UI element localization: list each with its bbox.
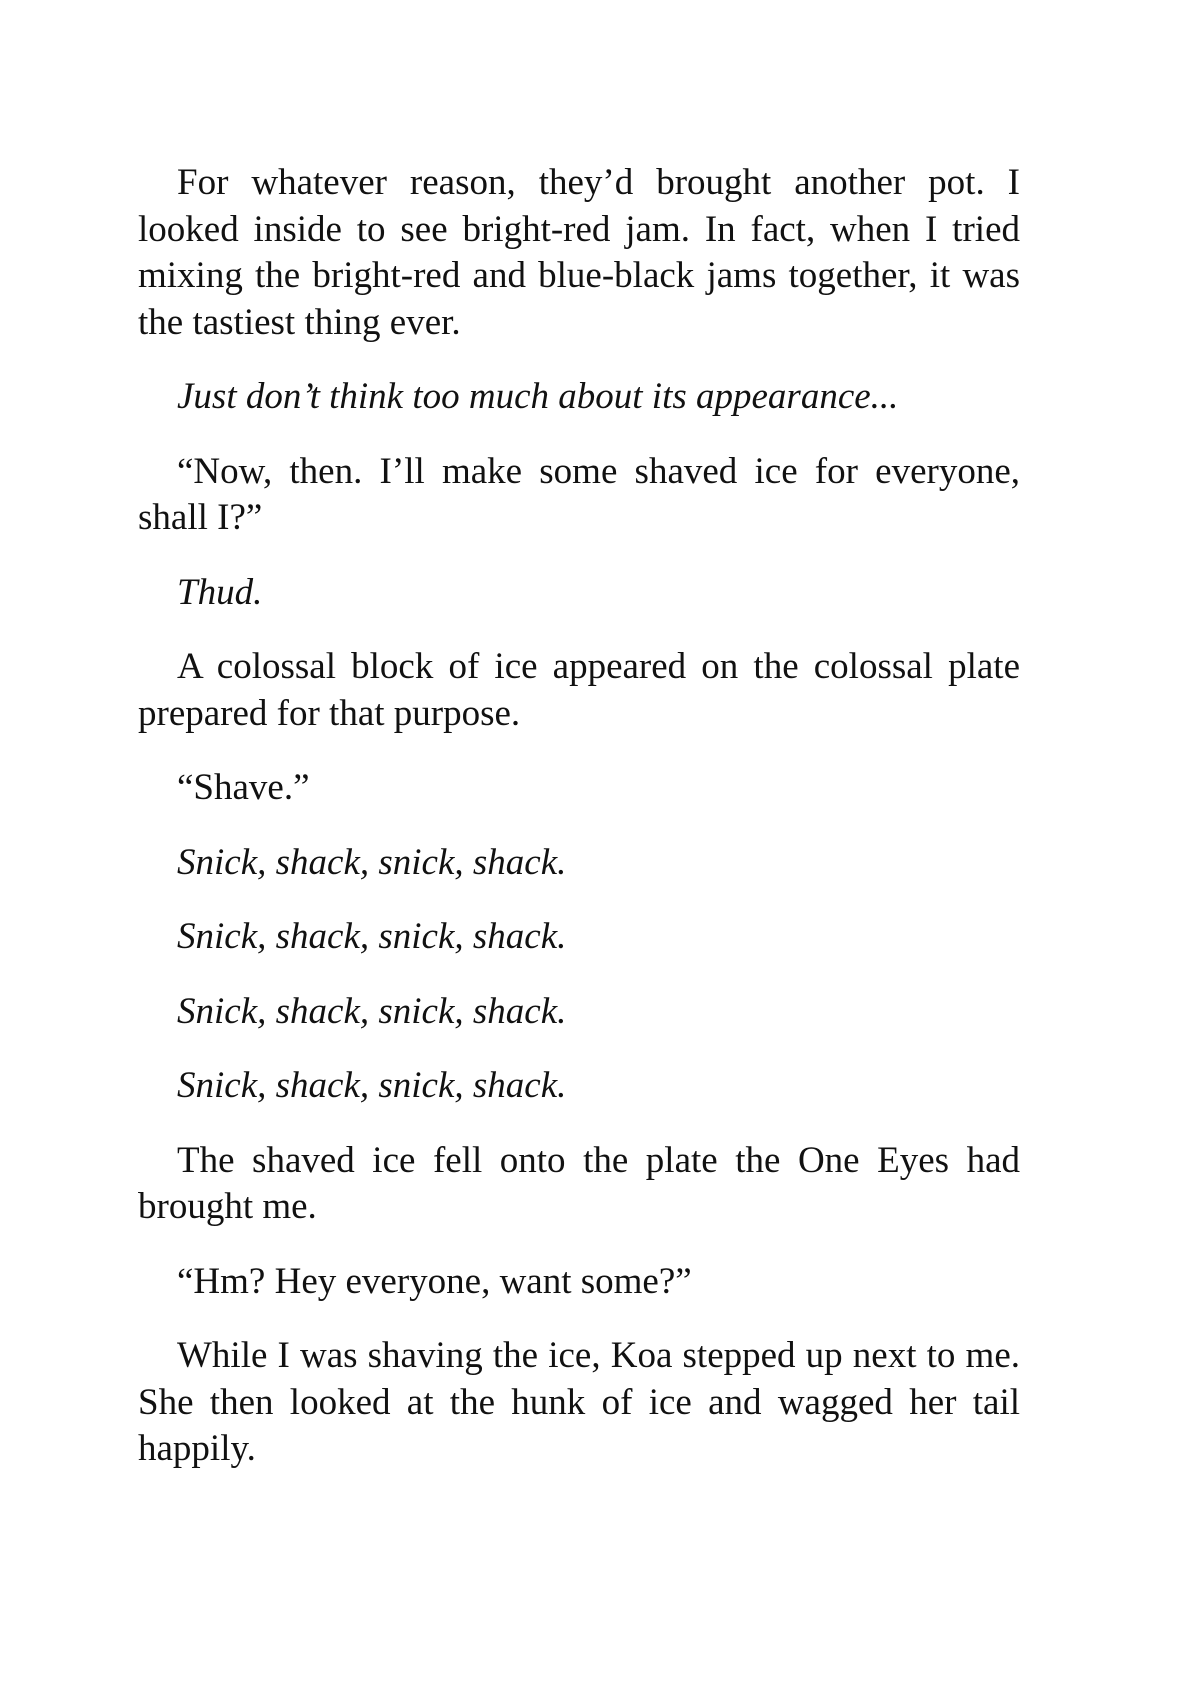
paragraph-ice-fell: The shaved ice fell onto the plate the One Eyes had brought me. [138, 1139, 1020, 1227]
paragraph-snick-1: Snick, shack, snick, shack. [177, 841, 567, 883]
paragraph-appearance-thought: Just don’t think too much about its appearance... [177, 376, 899, 417]
paragraph-want-some: “Hm? Hey everyone, want some?” [177, 1260, 692, 1302]
paragraph-snick-3: Snick, shack, snick, shack. [177, 990, 567, 1032]
paragraph-snick-4: Snick, shack, snick, shack. [177, 1065, 567, 1106]
paragraph-pot-jam: For whatever reason, they’d brought another pot. I looked inside to see bright-red jam. In fact, when I tried mixing the bright-red and blue-black jams together, it was the tastiest thing ever. [138, 162, 1020, 343]
paragraph-ice-block: A colossal block of ice appeared on the colossal plate prepared for that purpose. [138, 646, 1020, 734]
page-body [138, 160, 1020, 1501]
paragraph-thud: Thud. [177, 571, 263, 613]
paragraph-snick-2: Snick, shack, snick, shack. [177, 916, 567, 957]
paragraph-shaved-ice-offer: “Now, then. I’ll make some shaved ice for everyone, shall I?” [138, 450, 1020, 538]
paragraph-shave: “Shave.” [177, 767, 310, 808]
paragraph-koa: While I was shaving the ice, Koa stepped up next to me. She then looked at the hunk of ice and wagged her tail happily. [138, 1335, 1020, 1469]
